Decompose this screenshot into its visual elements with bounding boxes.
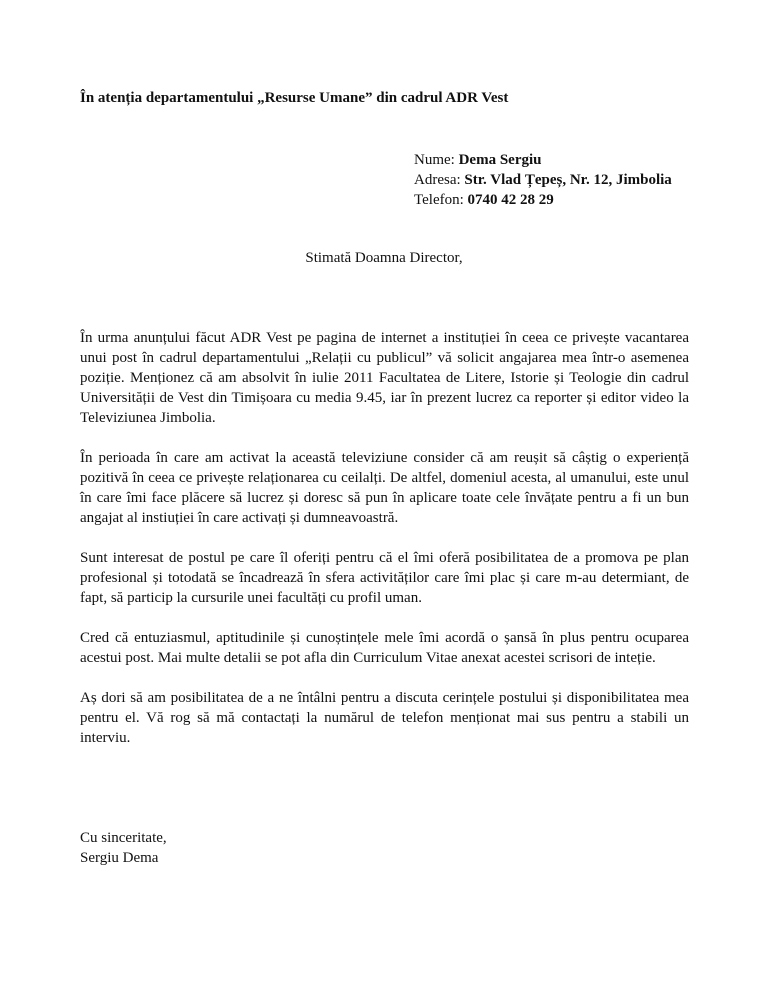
address-label: Adresa: [414, 172, 461, 188]
contact-address-row [414, 170, 672, 190]
name-value: Dema Sergiu [458, 152, 542, 168]
paragraph-3: Sunt interesat de postul pe care îl oferiți pentru că el îmi oferă posibilitatea de a promova pe plan profesional și totodată se încadrează în sfera activităților care îmi plac și care m-au determiant, de fapt, să particip la cursurile unei facultăți cu profil uman. [80, 550, 689, 606]
address-value: Str. Vlad Țepeș, Nr. 12, Jimbolia [464, 172, 672, 188]
contact-phone-row [414, 190, 672, 210]
paragraph-2: În perioada în care am activat la această televiziune consider că am reușit să câștig o experiență pozitivă în ceea ce privește relaționarea cu ceilalți. De altfel, domeniul acesta, al umanului, este unul în care îmi face plăcere să lucrez și doresc să pun în aplicare toate cele învățate pentru a fi un bun angajat al instiuției în care activați și dumneavoastră. [80, 450, 689, 526]
paragraph-4: Cred că entuziasmul, aptitudinile și cunoștințele mele îmi acordă o șansă în plus pentru ocuparea acestui post. Mai multe detalii se pot afla din Curriculum Vitae anexat acestei scrisori de inteție. [80, 630, 689, 666]
paragraph-5: Aș dori să am posibilitatea de a ne întâlni pentru a discuta cerințele postului și disponibilitatea mea pentru el. Vă rog să mă contactați la numărul de telefon menționat mai sus pentru a stabili un interviu. [80, 690, 689, 746]
letter-body [80, 328, 689, 768]
phone-label: Telefon: [414, 192, 464, 208]
paragraph-1: În urma anunțului făcut ADR Vest pe pagina de internet a instituției în ceea ce privește vacantarea unui post în cadrul departamentului „Relații cu publicul” vă solicit angajarea mea într-o asemenea poziție. Menționez că am absolvit în iulie 2011 Facultatea de Litere, Istorie și Teologie din cadrul Universității de Vest din Timișoara cu media 9.45, iar în prezent lucrez ca reporter și editor video la Televiziunea Jimbolia. [80, 330, 689, 426]
salutation: Stimată Doamna Director, [305, 250, 463, 266]
signature-name: Sergiu Dema [80, 850, 159, 866]
letter-heading: În atenția departamentului „Resurse Umane” din cadrul ADR Vest [80, 90, 509, 106]
name-label: Nume: [414, 152, 455, 168]
closing-block [80, 828, 167, 868]
contact-name-row [414, 150, 672, 170]
contact-block [414, 150, 672, 210]
closing-phrase: Cu sinceritate, [80, 830, 167, 846]
phone-value: 0740 42 28 29 [467, 192, 554, 208]
